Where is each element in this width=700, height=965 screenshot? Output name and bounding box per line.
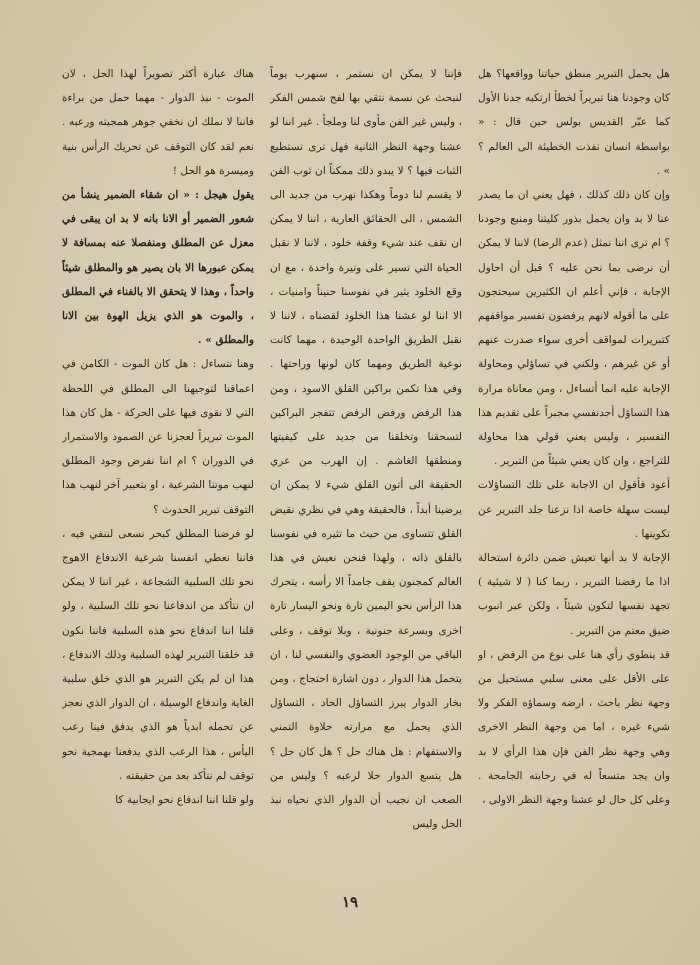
page-number: ١٩: [341, 893, 359, 911]
paragraph: فإننا لا يمكن ان نستمر ، سنهرب يوماً لنبحث عن نسمة نتقي بها لفح شمس الفكر ، وليس غير الفن مأوى لنا وملجأ . غير اننا لو عشنا وجهة النظر الثانية فهل ترى تستطيع الثبات فيها ؟ لا يبدو ذلك ممكناً ان ثوب الفن لا يقسم لنا دوماً وهكذا نهرب من جديد الى الشمس ، الى الحقائق العارية ، اننا لا يمكن ان نقف عند شيء وقفة خلود ، لاننا لا نقبل الحياة التي تسير على وتيرة واحدة ، مع ان وقع الخلود يثير في نفوسنا حنيناً وامنيات ، الا اننا لو عشنا هذا الخلود لقضناه ، لاننا لا نقبل الطريق الواحدة الوحيدة ، مهما كانت نوعية الطريق ومهما كان لونها وراحتها . وفي هذا تكمن براكين القلق الاسود ، ومن هذا الرفض ورفض الرفض تتفجر البراكين لتسحقنا وتخلقنا من جديد على كيفيتها ومنطقها الغاشم . إن الهرب من عري الحقيقة الى أتون القلق شيء لا يمكن ان يرضينا أبداً ، فالحقيقة وهي في نظري نقيض القلق تتساوى من حيث ما تثيره في نفوسنا بالقلق ذاته ، ولهذا فنحن نعيش في هذا العالم كمجنون يقف جامداً الا رأسه ، يتحرك هذا الرأس نحو اليمين تارة ونحو اليسار تارة اخرى وبسرعة جنونية ، وبلا توقف ، وعلى الباقي من الوجود العضوي والنفسي لنا ، ان يتحمل هذا الدوار ، دون اشارة احتجاج ، ومن بخار الدوار يبرز التساؤل الحاد ، التساؤل الذي يحمل مع مرارته حلاوة التمني والاستفهام : هل هناك حل ؟ هل كان حل ؟ هل يتسع الدوار حلا لرعبه ؟ وليس من الصعب ان نجيب أن الدوار الذي نحياه نبذ الحل وليس: [270, 68, 462, 831]
column-left: [62, 62, 254, 870]
paragraph: وإن كان ذلك كذلك ، فهل يعني ان ما يصدر عنا لا بد وان يحمل بذور كليتنا ومنبع وجودنا ؟ ام ترى اننا نمثل (عدم الرضا) لاننا لا يمكن أن نرضى بما نحن عليه ؟ قبل أن احاول الإجابة ، فإني أعلم ان الكثيرين سيحتجون على ما أقوله لانهم يرفضون تفسير مواقفهم كتبريرات لمواقف أخرى سواء صدرت عنهم أو عن غيرهم ، ولكني في تساؤلي ومحاولة الإجابة عليه انما أتساءل ، ومن معاناة مرارة هذا التساؤل أجدنفسي مجبراً على تقديم هذا التفسير ، وليس يعني قولي هذا محاولة للتراجع ، وان كان يعني شيئاً من التبرير .: [478, 189, 670, 468]
paragraph: قد ينطوي رأي هنا على نوع من الرفض ، او على الأقل على معنى سلبي مستحيل من وجهة نظر باحث ، ارضه وسماؤه الفكر ولا شيء غيره ، اما من وجهة النظر الاخرى وهي وجهة نظر الفن فإن هذا الرأي لا بد وان يجد متسعاً له في رحابته الجامحة . وعلى كل حال لو عشنا وجهة النظر الاولى ،: [478, 648, 670, 807]
paragraph: وهنا نتساءل : هل كان الموت - الكامن في اعماقنا لتوجيهنا الى المطلق في اللحظة التي لا نقوى فيها على الحركة - هل كان هذا الموت تبريراً لعجزنا عن الصمود والاستمرار في الدوران ؟ ام اننا نفرض وجود المطلق لنهب موتنا الشرعية ، او بتعبير آخر لنهب هذا التوقف تبرير الحدوث ؟: [62, 358, 254, 516]
paragraph: هل يحمل التبرير منطق حياتنا وواقعها؟ هل كان وجودنا هنا تبريراً لخطأ ارتكبه جدنا الأول كما عبّر القديس بولس حين قال : « بواسطة انسان نفذت الخطيئة الى العالم ؟ » .: [478, 68, 670, 177]
text-columns: [62, 62, 670, 870]
paragraph: ولو قلنا اننا اندفاع نحو ايجابية كا: [115, 794, 254, 807]
paragraph: لو فرضنا المطلق كبحر نسعى لننفي فيه ، فاننا نعطي انفسنا شرعية الاندفاع الاهوج نحو تلك السلبية الشجاعة ، غير اننا لا يمكن ان نتأكد من اندفاعنا نحو تلك السلبية ، ولو قلنا اننا اندفاع نحو هذه السلبية فاننا نكون قد خلقنا التبرير لهذه السلبية وذلك الاندفاع ، هذا ان لم يكن التبرير هو الذي خلق سلبية الغاية واندفاع الوسيلة ، ان الدوار الذي نعجز عن تحمله ابدياً هو الذي يدفق فينا رعب اليأس ، هذا الرعب الذي يدفعنا بهمجية نحو توقف لم نتأكد بعد من حقيقته .: [62, 527, 254, 782]
column-middle: [270, 62, 462, 870]
hegel-quote: يقول هيجل : « ان شقاء الضمير ينشأ من شعور الضمير أو الانا بانه لا بد ان يبقى في معزل عن المطلق ومنفصلا عنه بمسافة لا يمكن عبورها الا بان يصير هو والمطلق شيئاً واحداً ، وهذا لا يتحقق الا بالفناء في المطلق ، والموت هو الذي يزيل الهوة بين الانا والمطلق » .: [62, 189, 254, 347]
paragraph: هناك عبارة أكثر تصويراً لهذا الحل ، لان الموت - نبذ الدوار - مهما حمل من براءة فاننا لا نملك ان نخفي جوهر همجيته ورعبه . نعم لقد كان التوقف عن تحريك الرأس بنية وميسرة هو الحل !: [62, 68, 254, 177]
paragraph: الإجابة لا بد أنها تعيش ضمن دائرة استحالة اذا ما رفضنا التبرير ، ربما كنا ( لا شيئية ) تجهد نفسها لتكون شيئاً ، ولكن عبر انبوب ضيق معتم من التبرير .: [478, 552, 670, 637]
column-right: [478, 62, 670, 870]
paragraph: أعود فأقول ان الاجابة على تلك التساؤلات ليست سهلة خاصة اذا نزعنا جلد التبرير عن تكوينها .: [478, 479, 670, 540]
